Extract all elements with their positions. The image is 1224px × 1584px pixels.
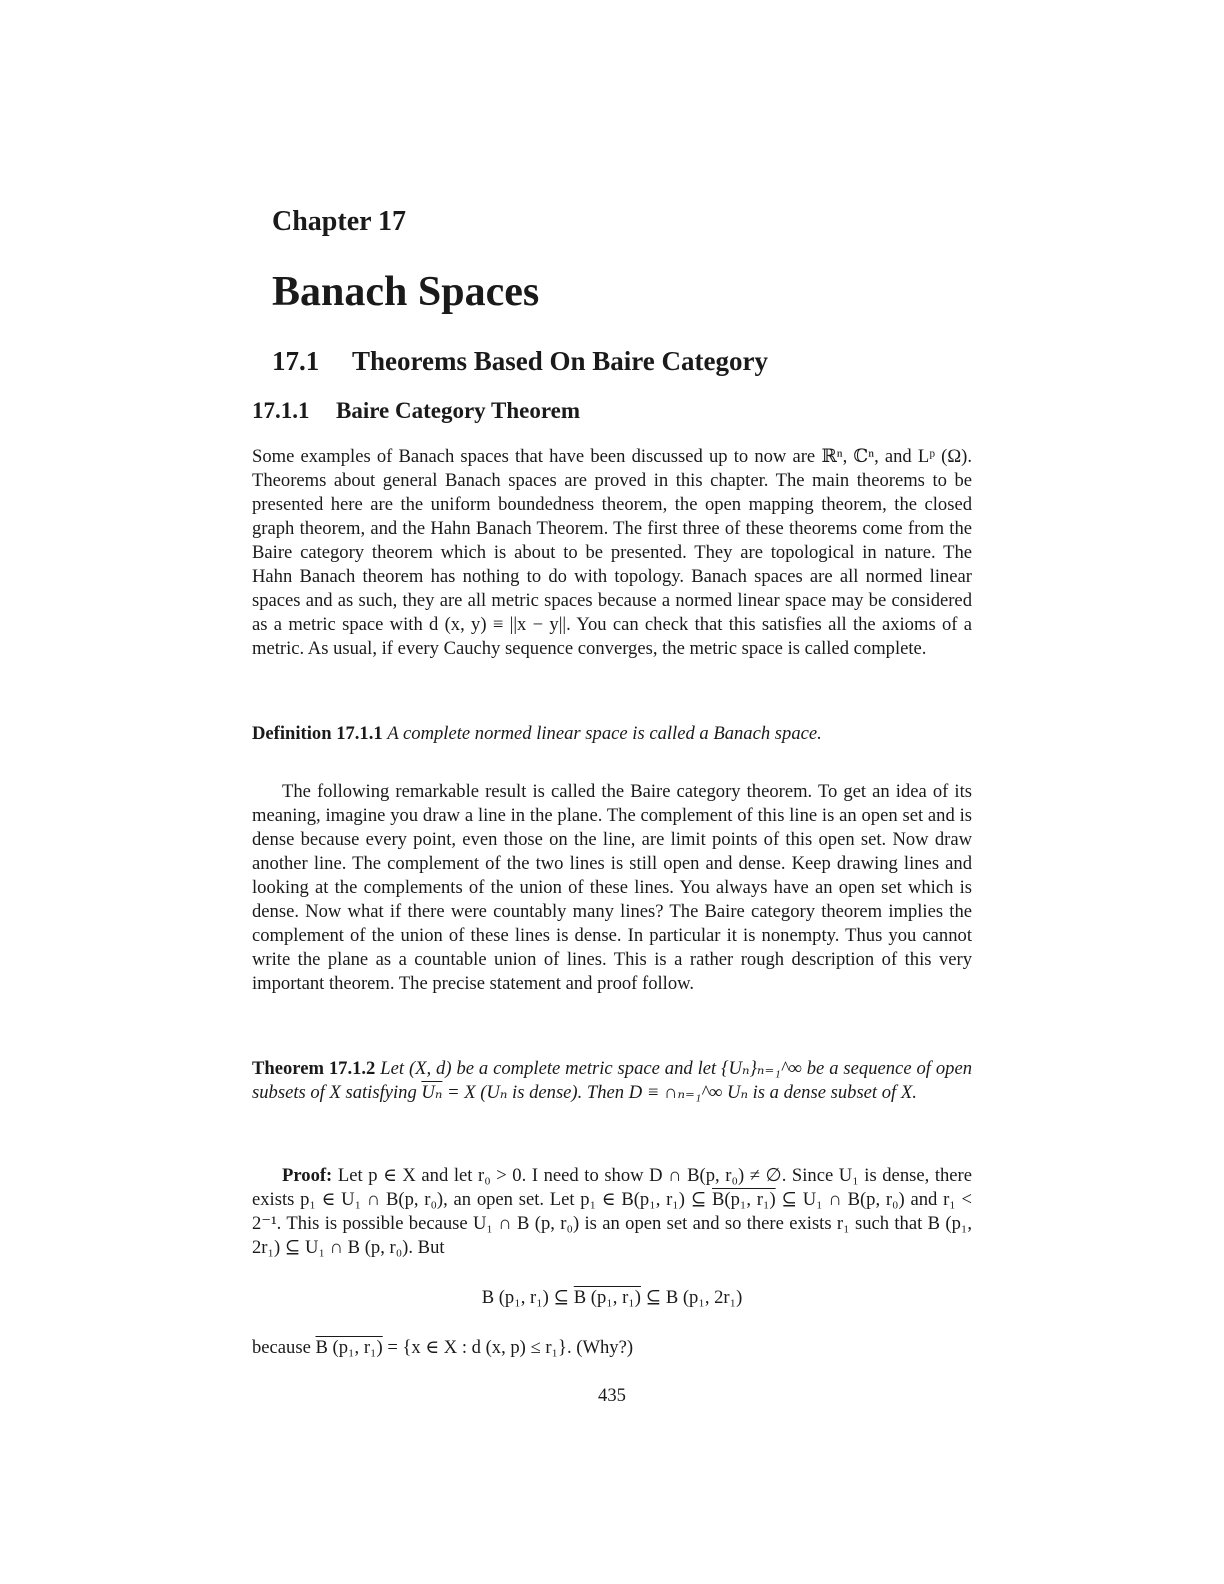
proof-label: Proof: (282, 1165, 333, 1186)
subsection-number: 17.1.1 (252, 398, 310, 423)
display-equation (252, 1286, 972, 1310)
subsection-heading (252, 398, 580, 424)
theorem-block (252, 1057, 972, 1105)
equation-right: ⊆ B (p₁, 2r₁) (640, 1287, 743, 1308)
theorem-closure: $\overline{U_n}$ (421, 1082, 443, 1103)
section-number: 17.1 (272, 346, 320, 376)
intro-paragraph: Some examples of Banach spaces that have been discussed up to now are ℝⁿ, ℂⁿ, and Lᵖ (Ω). Theorems about general Banach spaces are proved in this chapter. The main theorems to be presented here are the uniform boundedness theorem, the open mapping theorem, the closed graph theorem, and the Hahn Banach Theorem. The first three of these theorems come from the Baire category theorem which is about to be presented. They are topological in nature. The Hahn Banach theorem has nothing to do with topology. Banach spaces are all normed linear spaces and as such, they are all metric spaces because a normed linear space may be considered as a metric space with d (x, y) ≡ ||x − y||. You can check that this satisfies all the axioms of a metric. As usual, if every Cauchy sequence converges, the metric space is called complete. (252, 446, 972, 659)
remark-paragraph: The following remarkable result is called the Baire category theorem. To get an idea of its meaning, imagine you draw a line in the plane. The complement of this line is an open set and is dense because every point, even those on the line, are limit points of this open set. Now draw another line. The complement of the two lines is still open and dense. Keep drawing lines and looking at the complements of the union of these lines. You always have an open set which is dense. Now what if there were countably many lines? The Baire category theorem implies the complement of the union of these lines is dense. In particular it is nonempty. Thus you cannot write the plane as a countable union of lines. This is a rather rough description of this very important theorem. The precise statement and proof follow. (252, 781, 972, 994)
proof-text-b: ⊆ U₁ ∩ B(p, r₀) and r₁ < 2⁻¹. This is possible because U₁ ∩ B (p, r₀) is an open set and so there exists r₁ such that B (p₁, 2r₁) ⊆ U₁ ∩ B (p, r₀). But (252, 1189, 972, 1258)
definition-text: A complete normed linear space is called a Banach space. (387, 723, 822, 744)
definition-block (252, 722, 972, 746)
equation-left: B (p₁, r₁) ⊆ (481, 1287, 574, 1308)
page-number: 435 (598, 1385, 626, 1406)
theorem-text-a: Let (X, d) be a complete metric space and let {Uₙ}ₙ₌₁^∞ be a sequence of open subsets of X satisfying (252, 1058, 972, 1103)
theorem-text-b: = X (Uₙ is dense). Then D ≡ ∩ₙ₌₁^∞ Uₙ is a dense subset of X. (442, 1082, 917, 1103)
proof-closure: B(p₁, r₁) (712, 1189, 776, 1210)
equation-closure: B (p₁, r₁) (573, 1287, 641, 1308)
section-title: Theorems Based On Baire Category (352, 346, 768, 376)
definition-label: Definition 17.1.1 (252, 723, 383, 744)
proof-text-a: Let p ∈ X and let r₀ > 0. I need to show D ∩ B(p, r₀) ≠ ∅. Since U₁ is dense, there exists p₁ ∈ U₁ ∩ B(p, r₀), an open set. Let p₁ ∈ B(p₁, r₁) ⊆ (252, 1165, 972, 1210)
section-heading (272, 346, 768, 377)
subsection-title: Baire Category Theorem (336, 398, 581, 423)
because-line (252, 1336, 972, 1360)
chapter-label: Chapter 17 (272, 206, 407, 237)
because-text-a: because (252, 1337, 316, 1358)
because-closure: B (p₁, r₁) (315, 1337, 383, 1358)
theorem-label: Theorem 17.1.2 (252, 1058, 376, 1079)
chapter-title: Banach Spaces (272, 269, 540, 315)
proof-paragraph (252, 1164, 972, 1260)
because-text-b: = {x ∈ X : d (x, p) ≤ r₁}. (Why?) (382, 1337, 634, 1358)
